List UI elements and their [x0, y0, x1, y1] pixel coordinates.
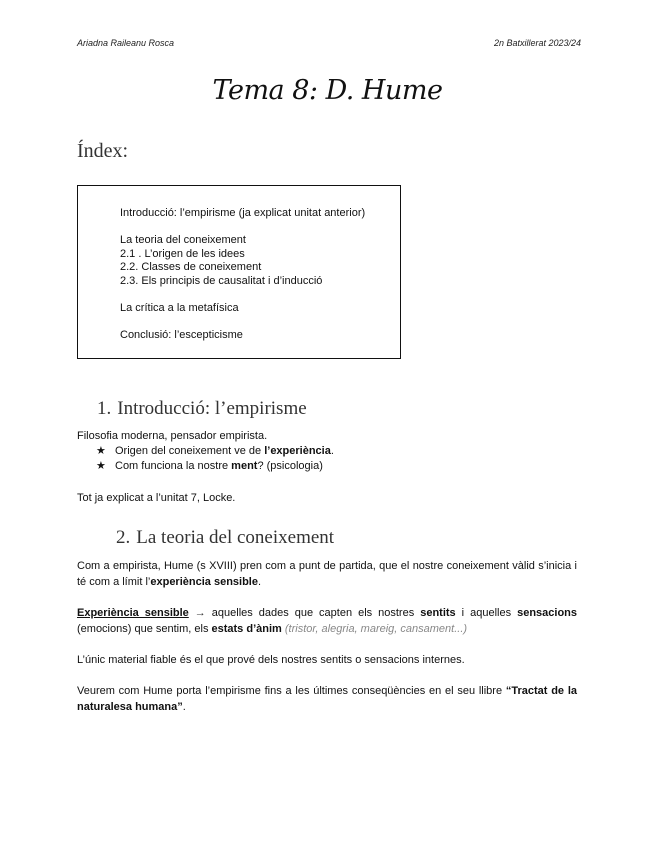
- index-item-theory: La teoria del coneixement: [120, 234, 246, 246]
- index-item-intro: Introducció: l’empirisme (ja explicat unitat anterior): [120, 207, 366, 219]
- index-heading: Índex:: [77, 140, 129, 162]
- star-bullet-icon: ★: [96, 460, 106, 472]
- index-item-sub2: 2.2. Classes de coneixement: [120, 261, 262, 273]
- index-item-sub3: 2.3. Els principis de causalitat i d’inducció: [120, 274, 323, 287]
- index-box: [77, 185, 401, 359]
- section1-heading: [97, 398, 307, 420]
- definition-term: Experiència sensible: [77, 607, 189, 619]
- index-item-critique: La crítica a la metafísica: [120, 301, 239, 314]
- section2-number: 2.: [116, 527, 131, 548]
- section2-title: La teoria del coneixement: [136, 527, 335, 548]
- section2-paragraph3: L’únic material fiable és el que prové dels nostres sentits o sensacions internes.: [77, 654, 465, 666]
- section2-paragraph2: Experiència sensible → aquelles dades que capten els nostres sentits i aquelles sensacions (emocions) que sentim, els estats d’ànim (tristor, alegria, mareig, cansament...): [77, 607, 577, 635]
- section1-bullets: [96, 444, 334, 474]
- page-title: Tema 8: D. Hume: [212, 75, 443, 106]
- section2-paragraph4: Veurem com Hume porta l’empirisme fins a les últimes conseqüències en el seu llibre “Tractat de la naturalesa humana”.: [77, 685, 577, 713]
- section2-heading: [116, 527, 334, 549]
- header-author: Ariadna Raileanu Rosca: [77, 38, 175, 48]
- list-item: [96, 444, 334, 459]
- bullet1-text: Origen del coneixement ve de l’experiència.: [115, 445, 334, 457]
- book-title: “Tractat de la naturalesa humana”: [77, 685, 577, 713]
- examples-text: (tristor, alegria, mareig, cansament...): [281, 623, 468, 635]
- section1-title: Introducció: l’empirisme: [117, 398, 307, 419]
- bullet2-text: Com funciona la nostre ment? (psicologia): [115, 460, 323, 472]
- section1-note: Tot ja explicat a l’unitat 7, Locke.: [77, 492, 236, 504]
- arrow-right-icon: →: [194, 607, 206, 619]
- section2-paragraph1: Com a empirista, Hume (s XVIII) pren com a punt de partida, que el nostre coneixement vàlid s’inicia i té com a límit l’experiència sensible.: [77, 560, 577, 588]
- index-item-conclusion: Conclusió: l’escepticisme: [120, 328, 243, 341]
- header-course: 2n Batxillerat 2023/24: [493, 38, 581, 48]
- section1-intro: Filosofia moderna, pensador empirista.: [77, 430, 268, 442]
- section1-number: 1.: [97, 398, 112, 419]
- bullet2-bold: ment: [231, 460, 258, 472]
- star-bullet-icon: ★: [96, 445, 106, 457]
- index-item-sub1: 2.1 . L’origen de les idees: [120, 247, 245, 260]
- index-list: [120, 207, 365, 342]
- bullet1-bold: l’experiència: [264, 445, 331, 457]
- experiencia-sensible-bold: experiència sensible: [150, 576, 258, 588]
- list-item: [96, 459, 334, 474]
